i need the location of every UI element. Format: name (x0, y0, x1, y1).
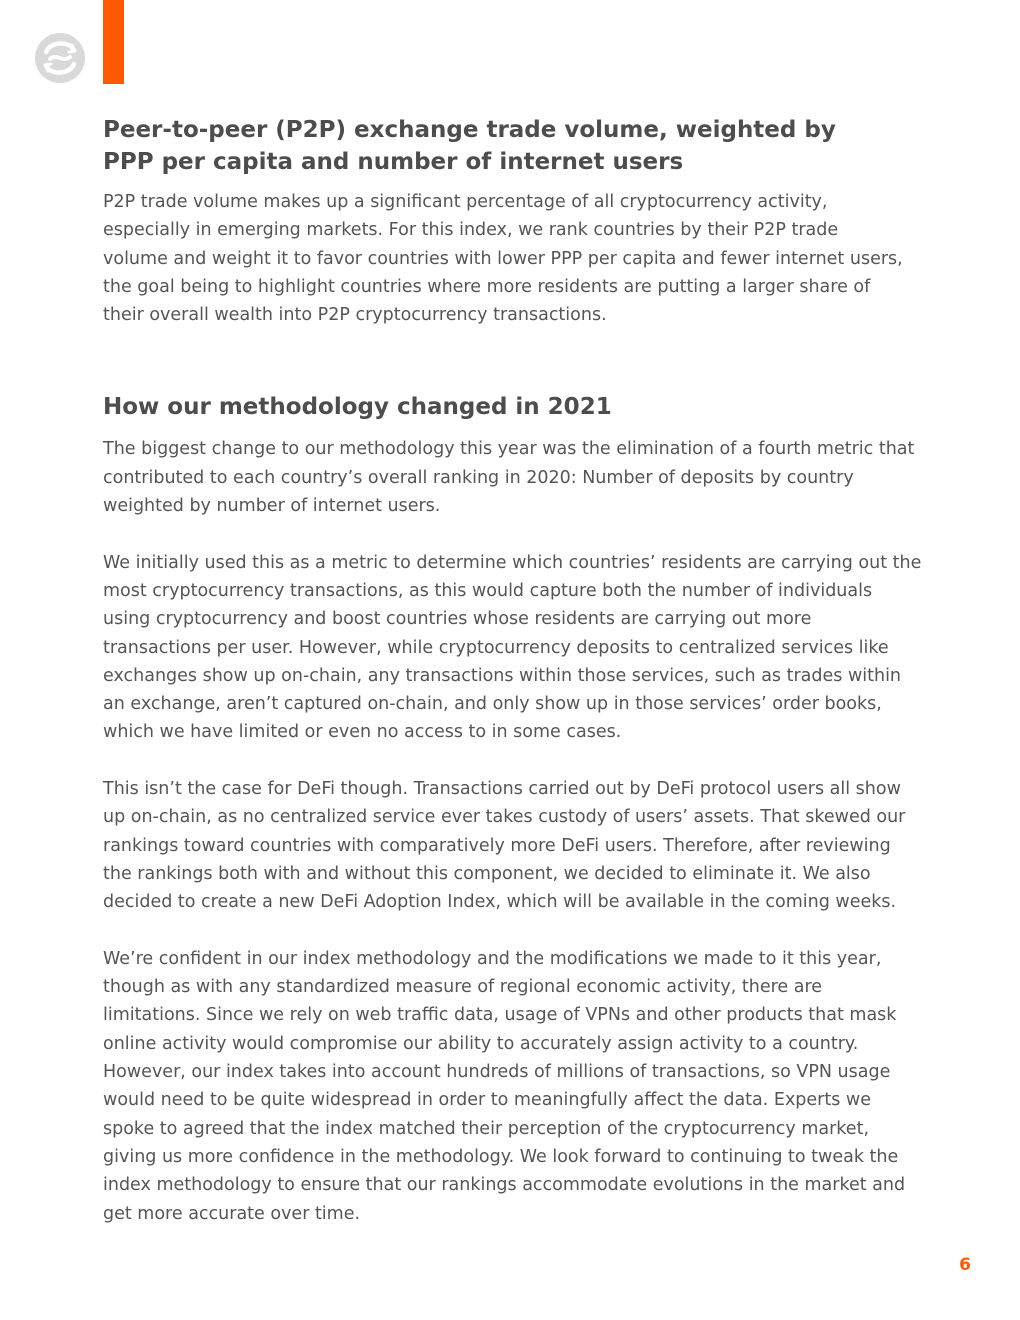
chainalysis-logo-icon (34, 32, 86, 84)
paragraph: This isn’t the case for DeFi though. Transactions carried out by DeFi protocol users all show up on-chain, as no centralized service ever takes custody of users’ assets. That skewed our rankings toward countries with comparatively more DeFi users. Therefore, after reviewing the rankings both with and without this component, we decided to eliminate it. We also decided to create a new DeFi Adoption Index, which will be available in the coming weeks. (103, 779, 906, 913)
accent-bar (103, 0, 124, 84)
section-heading: How our methodology changed in 2021 (103, 394, 612, 421)
section-heading: Peer-to-peer (P2P) exchange trade volume, weighted by PPP per capita and number of internet users (103, 117, 836, 175)
section-methodology (103, 391, 923, 1227)
section-paragraph: P2P trade volume makes up a significant percentage of all cryptocurrency activity, especially in emerging markets. For this index, we rank countries by their P2P trade volume and weight it to favor countries with lower PPP per capita and fewer internet users, the goal being to highlight countries where more residents are putting a larger share of their overall wealth into P2P cryptocurrency transactions. (103, 192, 903, 326)
page-content (103, 114, 923, 1228)
paragraph: We’re confident in our index methodology and the modifications we made to it this year, though as with any standardized measure of regional economic activity, there are limitations. Since we rely on web traffic data, usage of VPNs and other products that mask online activity would compromise our ability to accurately assign activity to a country. However, our index takes into account hundreds of millions of transactions, so VPN usage would need to be quite widespread in order to meaningfully affect the data. Experts we spoke to agreed that the index matched their perception of the cryptocurrency market, giving us more confidence in the methodology. We look forward to continuing to tweak the index methodology to ensure that our rankings accommodate evolutions in the market and get more accurate over time. (103, 948, 906, 1224)
paragraph: The biggest change to our methodology this year was the elimination of a fourth metric that contributed to each country’s overall ranking in 2020: Number of deposits by country weighted by number of internet users. (103, 439, 915, 517)
section-p2p (103, 114, 923, 329)
page-number: 6 (959, 1255, 971, 1275)
paragraph: We initially used this as a metric to determine which countries’ residents are carrying out the most cryptocurrency transactions, as this would capture both the number of individuals using cryptocurrency and boost countries whose residents are carrying out more transactions per user. However, while cryptocurrency deposits to centralized services like exchanges show up on-chain, any transactions within those services, such as trades within an exchange, aren’t captured on-chain, and only show up in those services’ order books, which we have limited or even no access to in some cases. (103, 552, 922, 743)
